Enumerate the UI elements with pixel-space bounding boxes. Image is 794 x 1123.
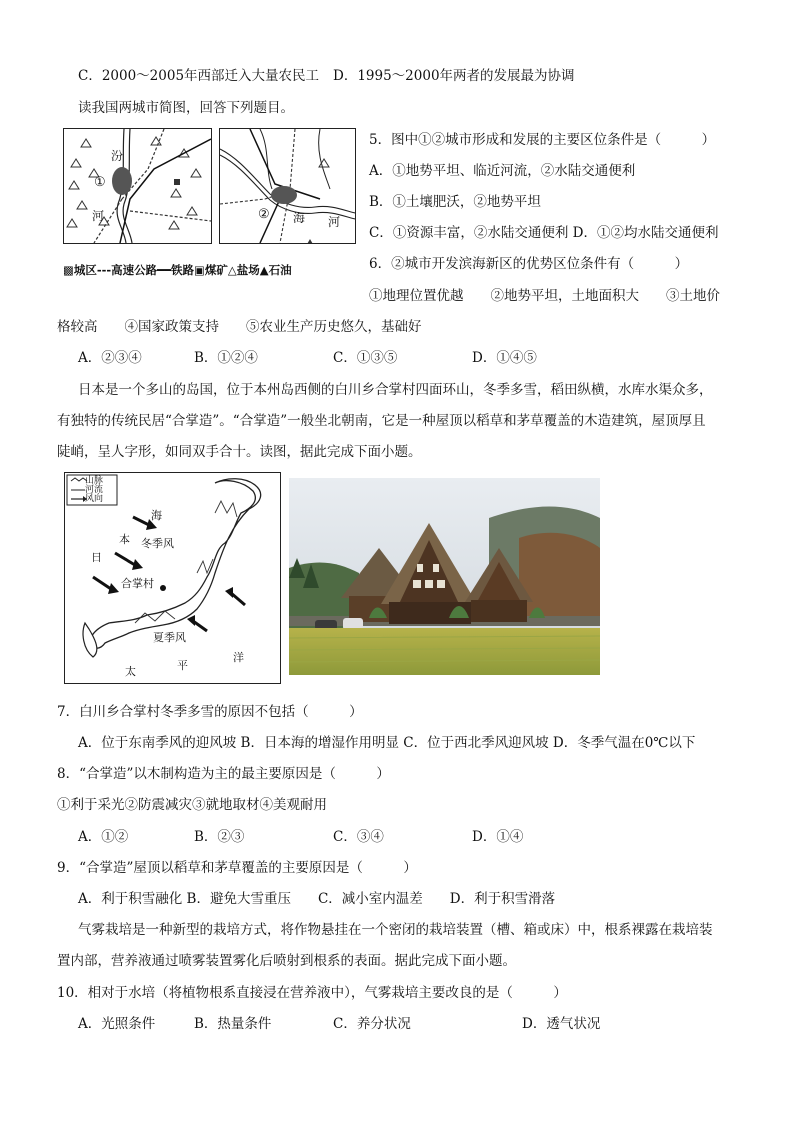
label-village: 合掌村 — [121, 577, 154, 590]
japan-map — [64, 472, 281, 684]
q6-option-b: B．①②④ — [194, 350, 258, 366]
map1-fen: 汾 — [111, 149, 124, 163]
label-ri: 日 — [91, 551, 102, 564]
q8-option-a: A．①② — [78, 829, 129, 845]
label-ping: 平 — [177, 659, 188, 672]
legend-mountain: 山脉 — [85, 476, 104, 486]
q10-stem: 10．相对于水培（将植物根系直接浸在营养液中），气雾栽培主要改良的是（ ） — [57, 985, 567, 1001]
q6-line1: ①地理位置优越 ②地势平坦，土地面积大 ③土地价 — [369, 288, 720, 304]
map2-he: 河 — [328, 215, 341, 229]
label-yang: 洋 — [233, 651, 244, 664]
japan-map-svg — [65, 473, 280, 683]
legend-wind: 风向 — [85, 494, 104, 504]
q8-line1: ①利于采光②防震减灾③就地取材④美观耐用 — [57, 797, 327, 813]
japan-passage-line3: 陡峭，呈人字形，如同双手合十。读图，据此完成下面小题。 — [57, 444, 422, 460]
city-map-1-svg — [64, 129, 211, 243]
map1-circle1: ① — [94, 175, 106, 190]
map-legend: ▩城区---高速公路━━铁路▣煤矿△盐场▲石油 — [63, 263, 292, 277]
label-winter-wind: 冬季风 — [141, 537, 174, 550]
q5-stem: 5．图中①②城市形成和发展的主要区位条件是（ ） — [369, 132, 716, 148]
q8-option-d: D．①④ — [472, 829, 524, 845]
map2-hai: 海 — [293, 211, 306, 225]
q10-option-c: C．养分状况 — [333, 1016, 411, 1032]
q5-option-cd: C．①资源丰富，②水陆交通便利 D．①②均水陆交通便利 — [369, 225, 719, 241]
q5-option-b: B．①土壤肥沃，②地势平坦 — [369, 194, 541, 210]
q8-option-c: C．③④ — [333, 829, 384, 845]
q6-line2: 格较高 ④国家政策支持 ⑤农业生产历史悠久，基础好 — [57, 319, 422, 335]
map2-circle2: ② — [258, 207, 270, 222]
aero-passage-line2: 置内部，营养液通过喷雾装置雾化后喷射到根系的表面。据此完成下面小题。 — [57, 953, 516, 969]
q5-option-a: A．①地势平坦、临近河流，②水陆交通便利 — [369, 163, 636, 179]
q6-option-c: C．①③⑤ — [333, 350, 398, 366]
label-summer-wind: 夏季风 — [153, 631, 186, 644]
q6-option-a: A．②③④ — [78, 350, 142, 366]
aero-passage-line1: 气雾栽培是一种新型的栽培方式，将作物悬挂在一个密闭的栽培装置（槽、箱或床）中，根系裸露在栽培装 — [78, 922, 713, 938]
map1-he: 河 — [92, 209, 105, 223]
q7-stem: 7．白川乡合掌村冬季多雪的原因不包括（ ） — [57, 704, 363, 720]
option-d-prev: D．1995～2000年两者的发展最为协调 — [333, 68, 575, 84]
japan-passage-line1: 日本是一个多山的岛国，位于本州岛西侧的白川乡合掌村四面环山，冬季多雪，稻田纵横，水库水渠众多， — [78, 382, 713, 398]
q9-stem: 9．“合掌造”屋顶以稻草和茅草覆盖的主要原因是（ ） — [57, 860, 417, 876]
q9-options: A．利于积雪融化 B．避免大雪重压 C．减小室内温差 D．利于积雪滑落 — [78, 891, 556, 907]
label-ben: 本 — [119, 533, 130, 546]
label-hai: 海 — [151, 509, 162, 522]
option-c-prev: C．2000～2005年西部迁入大量农民工 — [78, 68, 320, 84]
q10-option-a: A．光照条件 — [78, 1016, 156, 1032]
q7-options: A．位于东南季风的迎风坡 B．日本海的增湿作用明显 C．位于西北季风迎风坡 D．冬季气温在0℃以下 — [78, 735, 696, 751]
label-tai: 太 — [125, 665, 136, 678]
gassho-house-photo-svg — [289, 478, 600, 675]
q6-stem: 6．②城市开发滨海新区的优势区位条件有（ ） — [369, 256, 689, 272]
legend-river: 河流 — [85, 485, 104, 495]
q6-option-d: D．①④⑤ — [472, 350, 537, 366]
q10-option-d: D．透气状况 — [522, 1016, 601, 1032]
q8-stem: 8．“合掌造”以木制构造为主的最主要原因是（ ） — [57, 766, 390, 782]
city-map-1 — [63, 128, 212, 244]
japan-passage-line2: 有独特的传统民居“合掌造”。“合掌造”一般坐北朝南，它是一种屋顶以稻草和茅草覆盖的木造建筑，屋顶厚且 — [57, 413, 706, 429]
gassho-house-photo — [289, 478, 600, 675]
intro-maps: 读我国两城市简图，回答下列题目。 — [78, 100, 294, 116]
q8-option-b: B．②③ — [194, 829, 245, 845]
q10-option-b: B．热量条件 — [194, 1016, 272, 1032]
city-map-2 — [219, 128, 356, 244]
